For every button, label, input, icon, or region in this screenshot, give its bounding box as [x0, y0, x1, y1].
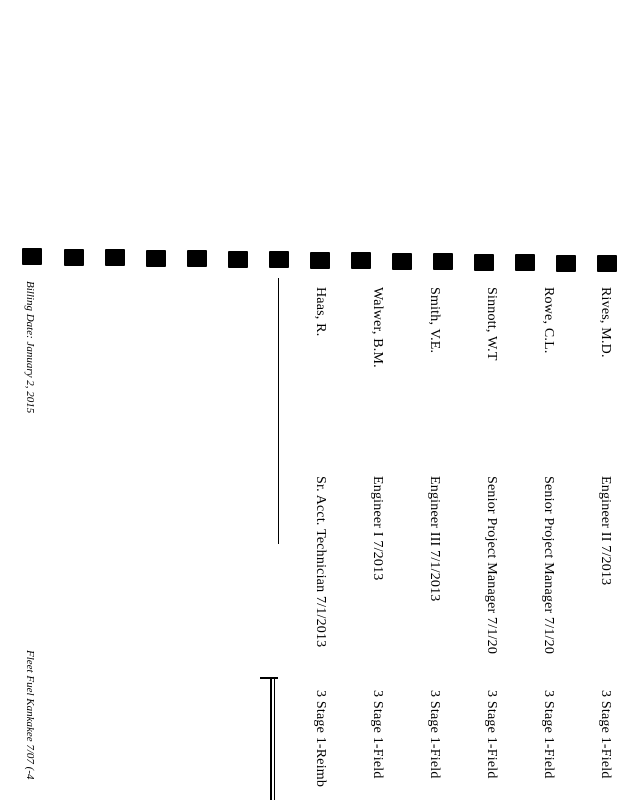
billing-code: 3 Stage 1-Field	[541, 690, 556, 779]
employee-name: Haas, R.	[313, 287, 328, 337]
billing-code: 3 Stage 1-Field	[370, 690, 385, 779]
registration-mark	[392, 253, 412, 270]
registration-mark	[64, 249, 84, 266]
registration-mark	[433, 253, 453, 270]
employee-title: Engineer I 7/2013	[370, 476, 385, 581]
registration-mark	[22, 248, 42, 265]
document-reference: Fleet Fuel Kankakee 7/07 (-4	[24, 650, 36, 780]
registration-mark	[310, 252, 330, 269]
registration-mark	[269, 251, 289, 268]
employee-title: Engineer III 7/1/2013	[427, 476, 442, 602]
employee-title: Sr. Acct. Technician 7/1/2013	[313, 476, 328, 648]
subtotal-rule	[278, 278, 279, 544]
total-rule-inner	[274, 679, 275, 800]
employee-title: Engineer II 7/2013	[598, 476, 613, 586]
total-rule	[270, 679, 272, 800]
registration-mark	[105, 249, 125, 266]
billing-code: 3 Stage 1-Field	[598, 690, 613, 779]
registration-mark	[351, 252, 371, 269]
billing-code: 3 Stage 1-Field	[427, 690, 442, 779]
registration-mark	[474, 254, 494, 271]
employee-name: Rives, M.D.	[598, 287, 613, 358]
employee-name: Rowe, C.L.	[541, 287, 556, 354]
registration-mark	[187, 250, 207, 267]
registration-mark	[146, 250, 166, 267]
employee-name: Sinnott, W.T	[484, 287, 499, 361]
employee-title: Senior Project Manager 7/1/20	[484, 476, 499, 655]
registration-mark	[228, 251, 248, 268]
registration-mark	[515, 254, 535, 271]
registration-mark	[556, 255, 576, 272]
billing-date: Billing Date: January 2, 2015	[24, 281, 36, 414]
total-rule-cap	[260, 677, 278, 679]
employee-name: Walwer, B.M.	[370, 287, 385, 368]
employee-title: Senior Project Manager 7/1/20	[541, 476, 556, 655]
billing-code: 3 Stage 1-Reimb	[313, 690, 328, 788]
registration-mark	[597, 255, 617, 272]
billing-code: 3 Stage 1-Field	[484, 690, 499, 779]
employee-name: Smith, V.E.	[427, 287, 442, 354]
